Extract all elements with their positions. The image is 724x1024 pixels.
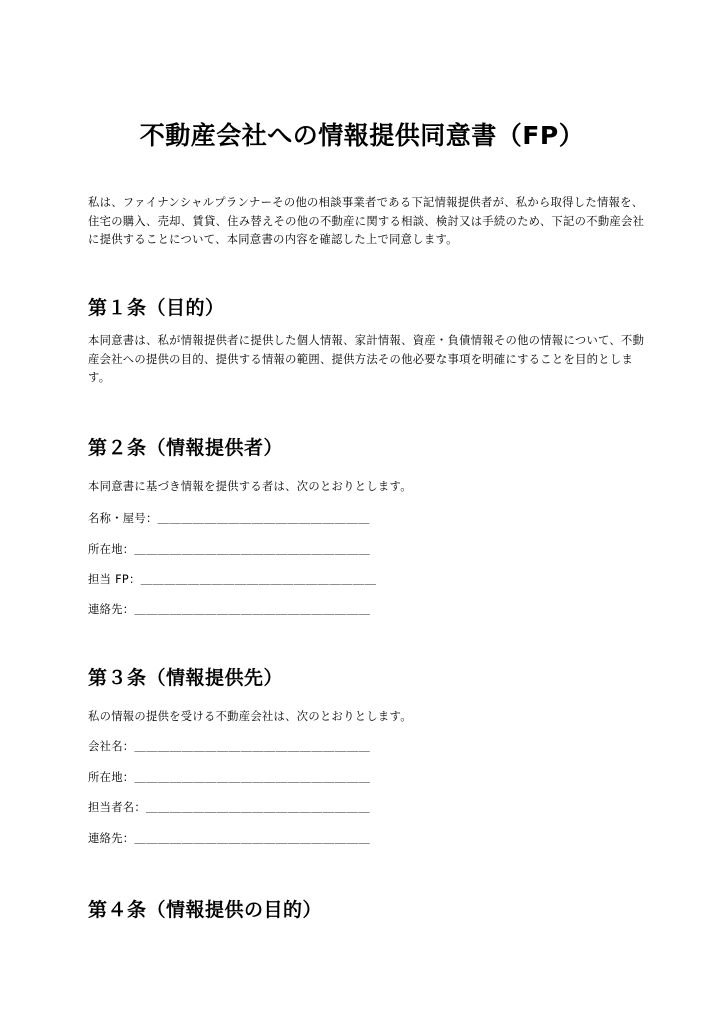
provider-address-field <box>88 541 370 559</box>
provider-contact-label: 連絡先： <box>88 603 135 616</box>
recipient-person-blank[interactable]: ＿＿＿＿＿＿＿＿＿＿＿＿＿＿＿＿＿＿＿ <box>146 801 371 814</box>
recipient-contact-blank[interactable]: ＿＿＿＿＿＿＿＿＿＿＿＿＿＿＿＿＿＿＿＿ <box>134 832 371 845</box>
provider-fp-field <box>88 571 377 589</box>
intro-paragraph: 私は、ファイナンシャルプランナーその他の相談事業者である下記情報提供者が、私から取得した情報を、住宅の購入、売却、賃貸、住み替えその他の不動産に関する相談、検討又は手続のため、下記の不動産会社に提供することについて、本同意書の内容を確認した上で同意します。 <box>88 196 645 246</box>
document-title: 不動産会社への情報提供同意書（FP） <box>139 121 585 150</box>
recipient-address-blank[interactable]: ＿＿＿＿＿＿＿＿＿＿＿＿＿＿＿＿＿＿＿＿ <box>134 771 371 784</box>
recipient-company-field <box>88 738 370 756</box>
recipient-contact-field <box>88 830 370 848</box>
provider-address-label: 所在地： <box>88 543 135 556</box>
provider-fp-blank[interactable]: ＿＿＿＿＿＿＿＿＿＿＿＿＿＿＿＿＿＿＿＿ <box>140 573 377 586</box>
provider-contact-field <box>88 601 370 619</box>
article-2-body: 本同意書に基づき情報を提供する者は、次のとおりとします。 <box>88 480 412 493</box>
article-1-body: 本同意書は、私が情報提供者に提供した個人情報、家計情報、資産・負債情報その他の情報について、不動産会社への提供の目的、提供する情報の範囲、提供方法その他必要な事項を明確にすることを目的とします。 <box>88 334 645 384</box>
recipient-address-label: 所在地： <box>88 771 135 784</box>
recipient-person-label: 担当者名： <box>88 801 146 814</box>
provider-name-blank[interactable]: ＿＿＿＿＿＿＿＿＿＿＿＿＿＿＿＿＿＿ <box>157 512 370 525</box>
article-4-heading: 第４条（情報提供の目的） <box>88 899 323 921</box>
recipient-contact-label: 連絡先： <box>88 832 135 845</box>
article-3-heading: 第３条（情報提供先） <box>88 667 284 689</box>
article-1-heading: 第１条（目的） <box>88 297 225 319</box>
recipient-person-field <box>88 799 370 817</box>
provider-name-field <box>88 510 370 528</box>
provider-fp-label: 担当 FP： <box>88 573 141 586</box>
recipient-company-blank[interactable]: ＿＿＿＿＿＿＿＿＿＿＿＿＿＿＿＿＿＿＿＿ <box>134 740 371 753</box>
provider-contact-blank[interactable]: ＿＿＿＿＿＿＿＿＿＿＿＿＿＿＿＿＿＿＿＿ <box>134 603 371 616</box>
recipient-company-label: 会社名： <box>88 740 135 753</box>
recipient-address-field <box>88 769 370 787</box>
provider-name-label: 名称・屋号： <box>88 512 158 525</box>
article-2-heading: 第２条（情報提供者） <box>88 437 284 459</box>
article-3-body: 私の情報の提供を受ける不動産会社は、次のとおりとします。 <box>88 710 412 723</box>
provider-address-blank[interactable]: ＿＿＿＿＿＿＿＿＿＿＿＿＿＿＿＿＿＿＿＿ <box>134 543 371 556</box>
